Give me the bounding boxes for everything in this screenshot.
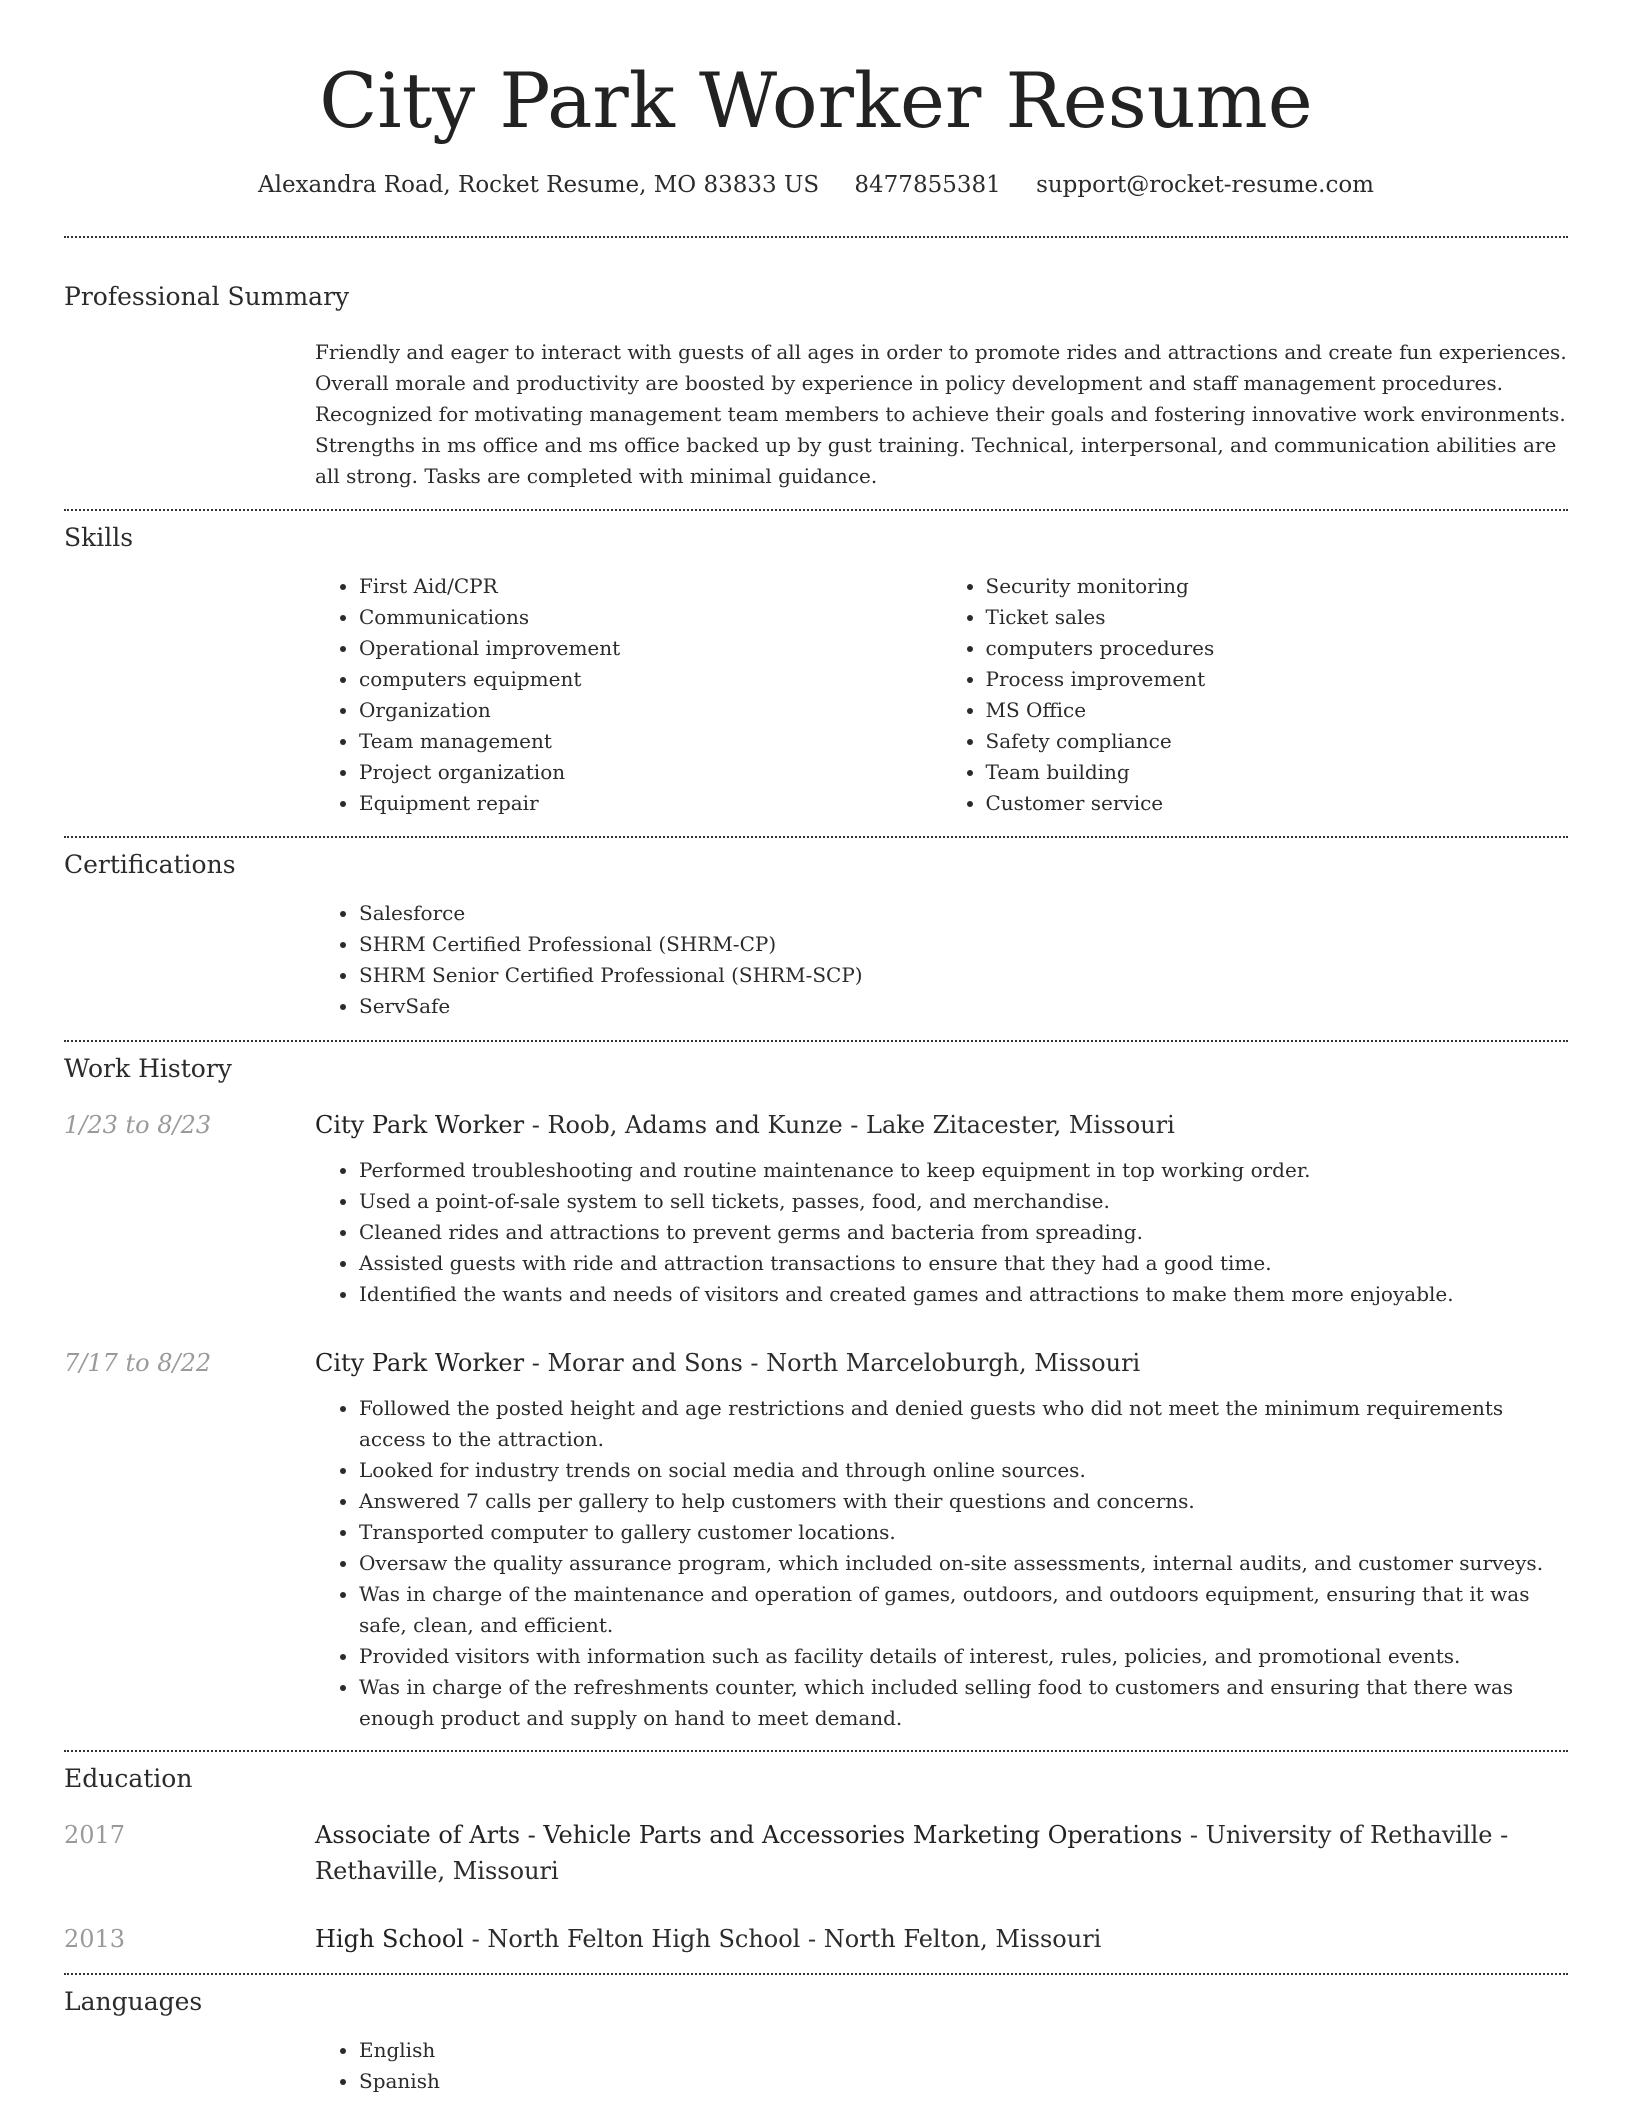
certifications-body (315, 898, 1568, 1022)
work-bullet: • Answered 7 calls per gallery to help customers with their questions and concerns. (359, 1486, 1568, 1517)
job-title: City Park Worker (315, 1111, 525, 1139)
work-bullet: • Looked for industry trends on social media and through online sources. (359, 1455, 1568, 1486)
skills-list-left (315, 571, 942, 819)
skill-item: • MS Office (986, 695, 1569, 726)
language-item: • English (359, 2035, 1568, 2066)
section-divider (64, 509, 1568, 511)
degree-name: High School (315, 1925, 464, 1953)
certification-item: • Salesforce (359, 898, 1568, 929)
work-bullet: • Oversaw the quality assurance program, which included on-site assessments, internal audits, and customer surveys. (359, 1548, 1568, 1579)
job-employer: - Morar and Sons - North Marceloburgh, Missouri (524, 1349, 1141, 1377)
certification-item: • SHRM Senior Certified Professional (SHRM-SCP) (359, 960, 1568, 991)
contact-phone: 8477855381 (854, 172, 1001, 198)
section-divider (64, 836, 1568, 838)
languages-list (315, 2035, 1568, 2097)
section-heading-skills: Skills (64, 523, 134, 552)
section-divider (64, 236, 1568, 238)
education-entry-heading (315, 1817, 1568, 1889)
section-divider (64, 1973, 1568, 1975)
skill-item: • Process improvement (986, 664, 1569, 695)
work-bullet: • Provided visitors with information such as facility details of interest, rules, policies, and promotional events. (359, 1641, 1568, 1672)
education-year: 2017 (64, 1821, 126, 1849)
school-name: - North Felton High School - North Felton, Missouri (463, 1925, 1102, 1953)
school-name: - University of Rethaville - Rethaville, Missouri (315, 1821, 1509, 1885)
skill-item: • Equipment repair (359, 788, 942, 819)
certifications-list (315, 898, 1568, 1022)
summary-text: Friendly and eager to interact with guests of all ages in order to promote rides and attractions and create fun experiences. Overall morale and productivity are boosted by experience in policy development and staff management procedures. Recognized for motivating management team members to achieve their goals and fostering innovative work environments. Strengths in ms office and ms office backed up by gust training. Technical, interpersonal, and communication abilities are all strong. Tasks are completed with minimal guidance. (315, 340, 1567, 488)
language-item: • Spanish (359, 2066, 1568, 2097)
education-year: 2013 (64, 1925, 126, 1953)
work-entry (64, 1107, 1568, 1143)
work-bullet: • Followed the posted height and age restrictions and denied guests who did not meet the minimum requirements access to the attraction. (359, 1393, 1568, 1455)
work-bullet: • Used a point-of-sale system to sell tickets, passes, food, and merchandise. (359, 1186, 1568, 1217)
certification-item: • SHRM Certified Professional (SHRM-CP) (359, 929, 1568, 960)
work-bullet: • Assisted guests with ride and attraction transactions to ensure that they had a good time. (359, 1248, 1568, 1279)
resume-title: City Park Worker Resume (319, 56, 1313, 145)
skills-list-right (942, 571, 1569, 819)
skill-item: • Team management (359, 726, 942, 757)
education-entry (64, 1817, 1568, 1889)
skill-item: • Team building (986, 757, 1569, 788)
skills-grid (315, 571, 1568, 819)
work-bullet: • Was in charge of the refreshments counter, which included selling food to customers and ensuring that there was enough product and supply on hand to meet demand. (359, 1672, 1568, 1734)
certification-item: • ServSafe (359, 991, 1568, 1022)
skill-item: • Project organization (359, 757, 942, 788)
skill-item: • Organization (359, 695, 942, 726)
work-entry-body (315, 1155, 1568, 1310)
education-entry-heading (315, 1921, 1568, 1957)
work-dates: 1/23 to 8/23 (64, 1111, 212, 1139)
skill-item: • Operational improvement (359, 633, 942, 664)
contact-email: support@rocket-resume.com (1036, 172, 1374, 198)
work-entry (64, 1345, 1568, 1381)
work-entry-body (315, 1393, 1568, 1734)
work-bullets (315, 1155, 1568, 1310)
summary-body (315, 337, 1568, 492)
section-heading-certifications: Certifications (64, 850, 236, 879)
work-bullets (315, 1393, 1568, 1734)
job-employer: - Roob, Adams and Kunze - Lake Zitacester, Missouri (524, 1111, 1175, 1139)
contact-address: Alexandra Road, Rocket Resume, MO 83833 US (257, 172, 820, 198)
work-bullet: • Transported computer to gallery customer locations. (359, 1517, 1568, 1548)
skill-item: • computers procedures (986, 633, 1569, 664)
degree-name: Associate of Arts - Vehicle Parts and Accessories Marketing Operations (315, 1821, 1183, 1849)
section-heading-education: Education (64, 1764, 193, 1793)
work-entry-heading (315, 1107, 1568, 1143)
skill-item: • First Aid/CPR (359, 571, 942, 602)
skill-item: • Safety compliance (986, 726, 1569, 757)
section-heading-summary: Professional Summary (64, 282, 350, 311)
section-divider (64, 1040, 1568, 1042)
skill-item: • Ticket sales (986, 602, 1569, 633)
skill-item: • Customer service (986, 788, 1569, 819)
work-bullet: • Performed troubleshooting and routine maintenance to keep equipment in top working order. (359, 1155, 1568, 1186)
skill-item: • Security monitoring (986, 571, 1569, 602)
resume-page (64, 0, 1568, 2097)
skill-item: • Communications (359, 602, 942, 633)
contact-line (64, 168, 1568, 202)
education-entry (64, 1921, 1568, 1957)
work-bullet: • Cleaned rides and attractions to prevent germs and bacteria from spreading. (359, 1217, 1568, 1248)
work-entry-heading (315, 1345, 1568, 1381)
languages-body (315, 2035, 1568, 2097)
work-bullet: • Was in charge of the maintenance and operation of games, outdoors, and outdoors equipment, ensuring that it was safe, clean, and efficient. (359, 1579, 1568, 1641)
work-bullet: • Identified the wants and needs of visitors and created games and attractions to make them more enjoyable. (359, 1279, 1568, 1310)
section-heading-work-history: Work History (64, 1054, 232, 1083)
skill-item: • computers equipment (359, 664, 942, 695)
section-heading-languages: Languages (64, 1987, 203, 2016)
section-divider (64, 1750, 1568, 1752)
work-dates: 7/17 to 8/22 (64, 1349, 212, 1377)
job-title: City Park Worker (315, 1349, 525, 1377)
